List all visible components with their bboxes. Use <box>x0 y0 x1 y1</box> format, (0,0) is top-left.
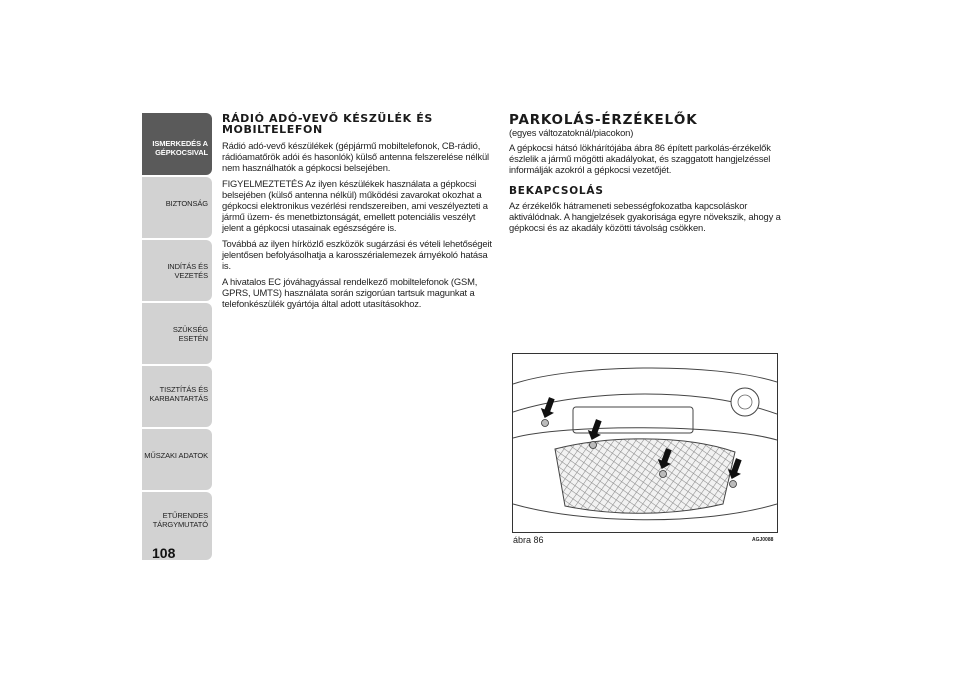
tab-label: ETŰRENDES TÁRGYMUTATÓ <box>152 511 208 529</box>
tab-szukseg[interactable] <box>142 303 212 364</box>
tab-label: TISZTÍTÁS ÉS KARBANTARTÁS <box>149 385 208 403</box>
sensor-2 <box>590 442 597 449</box>
tab-tisztitas[interactable] <box>142 366 212 427</box>
paragraph: Az érzékelők hátrameneti sebességfokozatba kapcsoláskor aktiválódnak. A hangjelzések gyakorisága egyre növekszik, ahogy a gépkocsi és az akadály közötti távolság csökken. <box>509 200 781 233</box>
paragraph: Továbbá az ilyen hírközlő eszközök sugárzási és vételi lehetőségeit jelentősen befolyásolhatja a karosszérialemezek árnyékoló hatása is. <box>222 238 492 271</box>
figure-code: AGJ0088 <box>752 537 774 543</box>
figure-parking-sensors <box>512 353 778 533</box>
figure-caption: ábra 86 <box>513 535 544 545</box>
page-number: 108 <box>152 545 176 561</box>
tab-label: BIZTONSÁG <box>165 199 208 208</box>
tab-muszaki[interactable] <box>142 429 212 490</box>
tab-label: ISMERKEDÉS A GÉPKOCSIVAL <box>152 139 208 157</box>
tab-label: MŰSZAKI ADATOK <box>144 451 208 460</box>
sensor-3 <box>660 471 667 478</box>
tab-label: INDÍTÁS ÉS VEZETÉS <box>167 262 208 280</box>
right-column <box>509 113 784 238</box>
left-column <box>222 113 498 314</box>
tab-inditas[interactable] <box>142 240 212 301</box>
subheading-activation: BEKAPCSOLÁS <box>509 185 604 197</box>
arrow-icon <box>538 396 558 421</box>
tab-ismerkedes[interactable] <box>142 113 212 175</box>
bumper-illustration <box>513 354 777 532</box>
paragraph: A hivatalos EC jóváhagyással rendelkező mobiltelefonok (GSM, GPRS, UMTS) használata során szigorúan tartsuk magunkat a telefonkészülék gyártója által adott utasításokhoz. <box>222 276 478 309</box>
sensor-1 <box>542 420 549 427</box>
tab-biztonsag[interactable] <box>142 177 212 238</box>
paragraph: A gépkocsi hátsó lökhárítójába ábra 86 épített parkolás-érzékelők észlelik a jármű mögötti akadályokat, és szaggatott hangjelzéssel informálják azokról a gépkocsi vezetőjét. <box>509 142 771 175</box>
subtitle: (egyes változatoknál/piacokon) <box>509 127 634 138</box>
paragraph-warning: FIGYELMEZTETÉS Az ilyen készülékek használata a gépkocsi belsejében (külső antenna nélkül) működési zavarokat okozhat a gépkocsi elektronikus vezérlési rendszereiben, ami veszélyezteti a jármű üzem- és menetbiztonságát, emellett potenciális veszélyt jelent a gépkocsi utasainak egészségére is. <box>222 178 488 233</box>
sensor-4 <box>730 481 737 488</box>
tab-label: SZÜKSÉG ESETÉN <box>172 325 208 343</box>
chapter-tabs <box>142 113 212 562</box>
paragraph: Rádió adó-vevő készülékek (gépjármű mobiltelefonok, CB-rádió, rádióamatőrök adói és hasonlók) külső antenna felszerelése nélkül nem használhatók a gépkocsi belsejében. <box>222 140 489 173</box>
section-heading-parking: PARKOLÁS-ÉRZÉKELŐK <box>509 112 698 128</box>
section-heading-radio: RÁDIÓ ADÓ-VEVŐ KÉSZÜLÉK ÉS MOBILTELEFON <box>222 112 433 136</box>
